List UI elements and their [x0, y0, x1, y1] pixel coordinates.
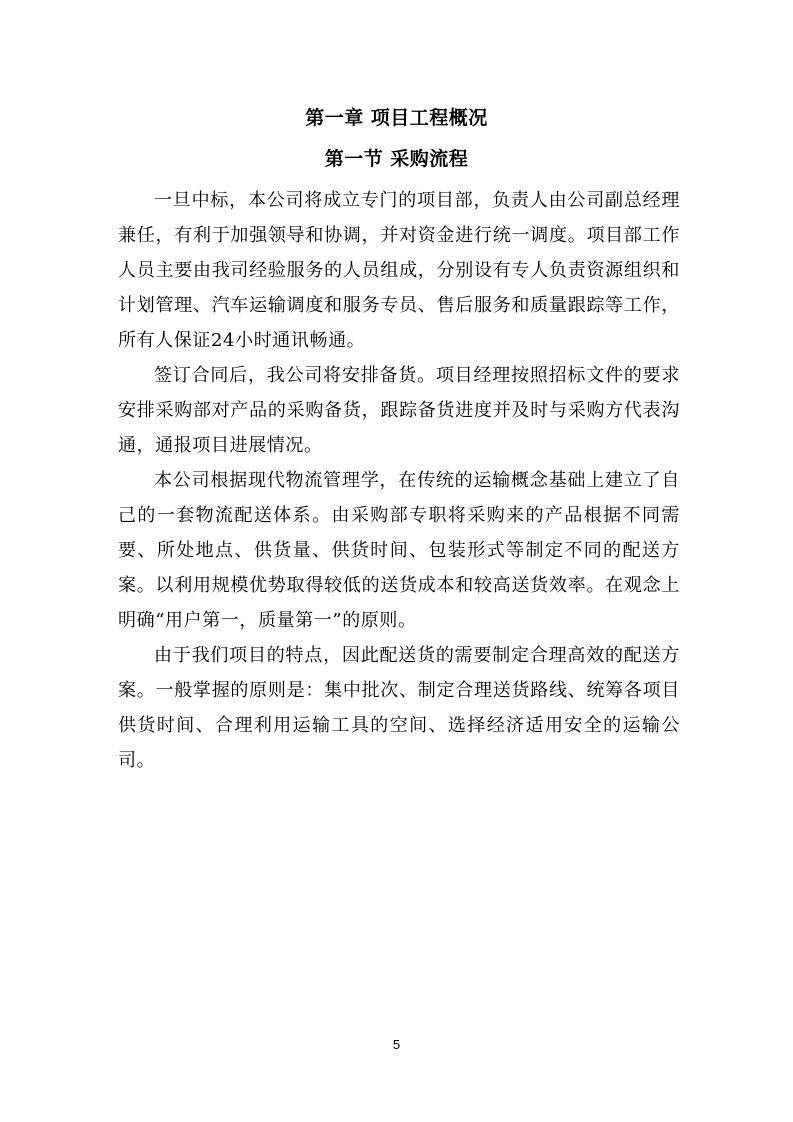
- section-title: 第一节 采购流程: [324, 148, 469, 170]
- body-text: [118, 183, 680, 778]
- paragraph-1: 一旦中标，本公司将成立专门的项目部，负责人由公司副总经理兼任，有利于加强领导和协调，并对资金进行统一调度。项目部工作人员主要由我司经验服务的人员组成，分别设有专人负责资源组织和计划管理、汽车运输调度和服务专员、售后服务和质量跟踪等工作，所有人保证24小时通讯畅通。: [118, 190, 680, 351]
- page-number: 5: [392, 1037, 401, 1052]
- paragraph-4: 由于我们项目的特点，因此配送货的需要制定合理高效的配送方案。一般掌握的原则是：集中批次、制定合理送货路线、统筹各项目供货时间、合理利用运输工具的空间、选择经济适用安全的运输公司。: [118, 645, 680, 771]
- paragraph-2: 签订合同后，我公司将安排备货。项目经理按照招标文件的要求安排采购部对产品的采购备货，跟踪备货进度并及时与采购方代表沟通，通报项目进展情况。: [118, 365, 680, 456]
- paragraph-3: 本公司根据现代物流管理学，在传统的运输概念基础上建立了自己的一套物流配送体系。由采购部专职将采购来的产品根据不同需要、所处地点、供货量、供货时间、包装形式等制定不同的配送方案。以利用规模优势取得较低的送货成本和较高送货效率。在观念上明确“用户第一，质量第一”的原则。: [118, 470, 680, 631]
- chapter-title: 第一章 项目工程概况: [305, 107, 488, 129]
